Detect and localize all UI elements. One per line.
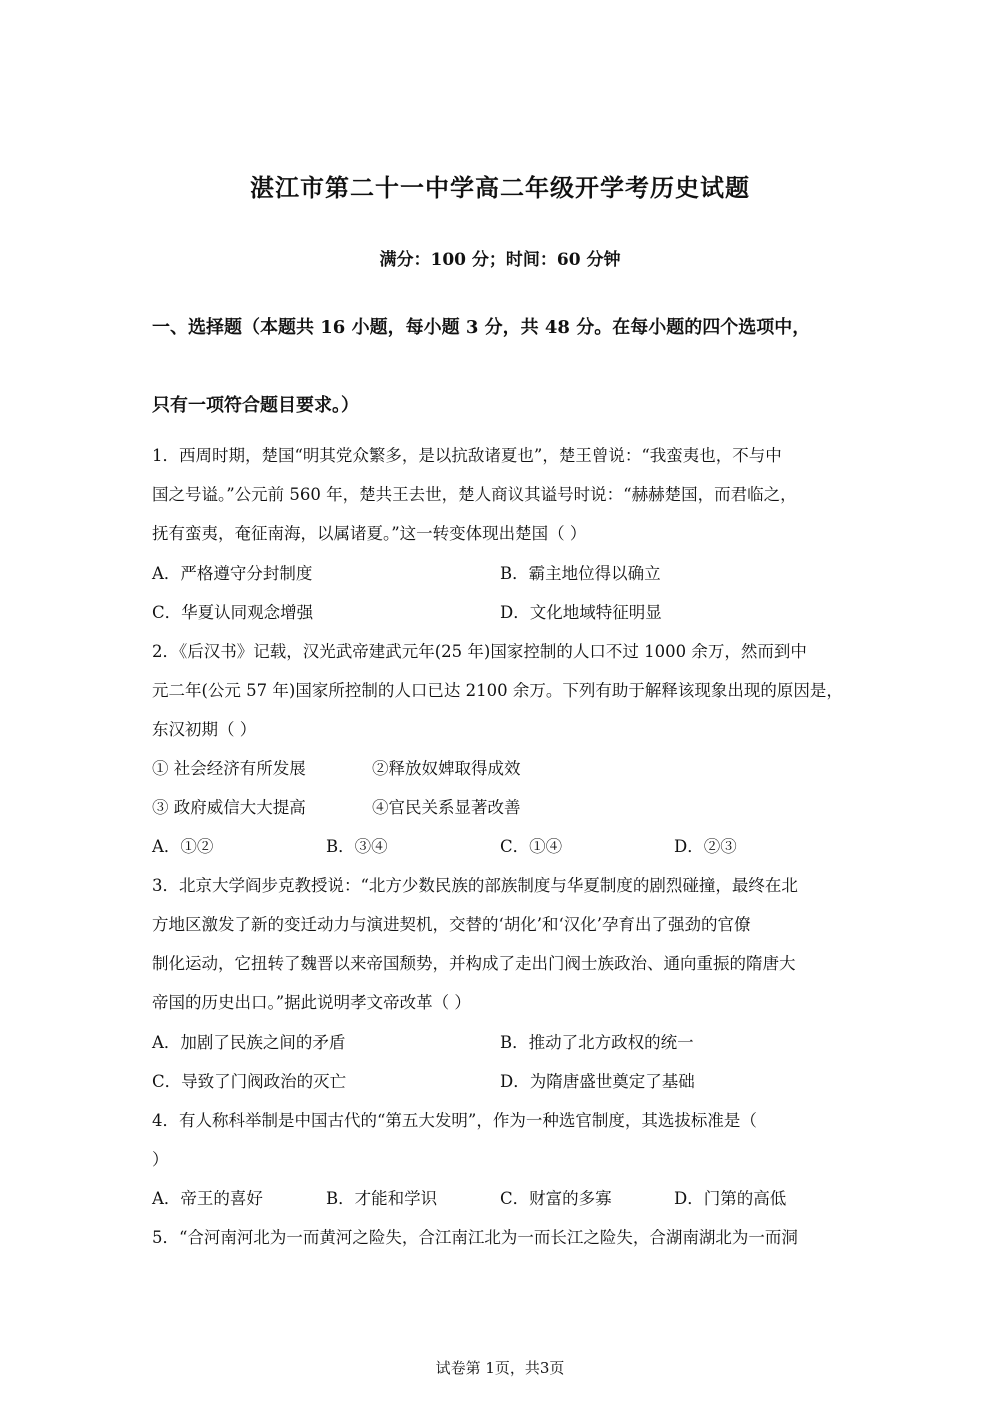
q1-option-d[interactable]: D．文化地域特征明显 [500,603,662,622]
q1-stem-line: 国之号谥。”公元前 560 年，楚共王去世，楚人商议其谥号时说：“赫赫楚国，而君临之， [152,485,797,504]
q3-stem-line: 帝国的历史出口。”据此说明孝文帝改革（ ） [152,993,471,1012]
exam-title: 湛江市第二十一中学高二年级开学考历史试题 [250,173,750,202]
q4-option-a[interactable]: A．帝王的喜好 [152,1189,263,1208]
q3-option-a[interactable]: A．加剧了民族之间的矛盾 [152,1033,346,1052]
q3-option-d[interactable]: D．为隋唐盛世奠定了基础 [500,1072,695,1091]
q2-statement-3: ③ 政府威信大大提高 [152,798,306,817]
q4-option-c[interactable]: C．财富的多寡 [500,1189,612,1208]
q1-option-a[interactable]: A．严格遵守分封制度 [152,564,313,583]
q2-stem-line: 2．《后汉书》记载，汉光武帝建武元年(25 年)国家控制的人口不过 1000 余万，然而到中 [152,642,807,661]
q3-stem-line: 方地区激发了新的变迁动力与演进契机，交替的‘胡化’和‘汉化’孕育出了强劲的官僚 [152,915,751,934]
q2-stem-line: 东汉初期（ ） [152,720,257,739]
q3-option-c[interactable]: C．导致了门阀政治的灭亡 [152,1072,347,1091]
q2-option-d[interactable]: D．②③ [674,837,737,856]
q1-stem-line: 抚有蛮夷，奄征南海，以属诸夏。”这一转变体现出楚国（ ） [152,524,587,543]
exam-subtitle: 满分：100 分；时间：60 分钟 [379,250,621,270]
q3-option-b[interactable]: B．推动了北方政权的统一 [500,1033,694,1052]
q4-option-d[interactable]: D．门第的高低 [674,1189,787,1208]
q2-option-a[interactable]: A．①② [152,837,214,856]
page-footer: 试卷第 1页，共3页 [435,1359,565,1377]
q4-stem-line: 4．有人称科举制是中国古代的“第五大发明”，作为一种选官制度，其选拔标准是（ [152,1111,757,1130]
q2-option-b[interactable]: B．③④ [326,837,388,856]
q2-option-c[interactable]: C．①④ [500,837,563,856]
q4-stem-line: ） [152,1150,169,1169]
q3-stem-line: 3．北京大学阎步克教授说：“北方少数民族的部族制度与华夏制度的剧烈碰撞，最终在北 [152,876,798,895]
q4-option-b[interactable]: B．才能和学识 [326,1189,438,1208]
q1-option-c[interactable]: C．华夏认同观念增强 [152,603,314,622]
section-heading-line-1: 一、选择题（本题共 16 小题，每小题 3 分，共 48 分。在每小题的四个选项中， [152,317,811,338]
q2-statement-4: ④官民关系显著改善 [372,798,521,817]
q3-stem-line: 制化运动，它扭转了魏晋以来帝国颓势，并构成了走出门阀士族政治、通向重振的隋唐大 [152,954,796,973]
q1-option-b[interactable]: B．霸主地位得以确立 [500,564,661,583]
q5-stem-line: 5．“合河南河北为一而黄河之险失，合江南江北为一而长江之险失，合湖南湖北为一而洞 [152,1228,798,1247]
q2-statement-2: ②释放奴婢取得成效 [372,759,521,778]
q2-statement-1: ① 社会经济有所发展 [152,759,306,778]
q2-stem-line: 元二年(公元 57 年)国家所控制的人口已达 2100 余万。下列有助于解释该现象出现的原因是， [152,681,843,700]
section-heading-line-2: 只有一项符合题目要求。） [152,395,359,416]
q1-stem-line: 1．西周时期，楚国“明其党众繁多，是以抗敌诸夏也”，楚王曾说：“我蛮夷也，不与中 [152,446,782,465]
